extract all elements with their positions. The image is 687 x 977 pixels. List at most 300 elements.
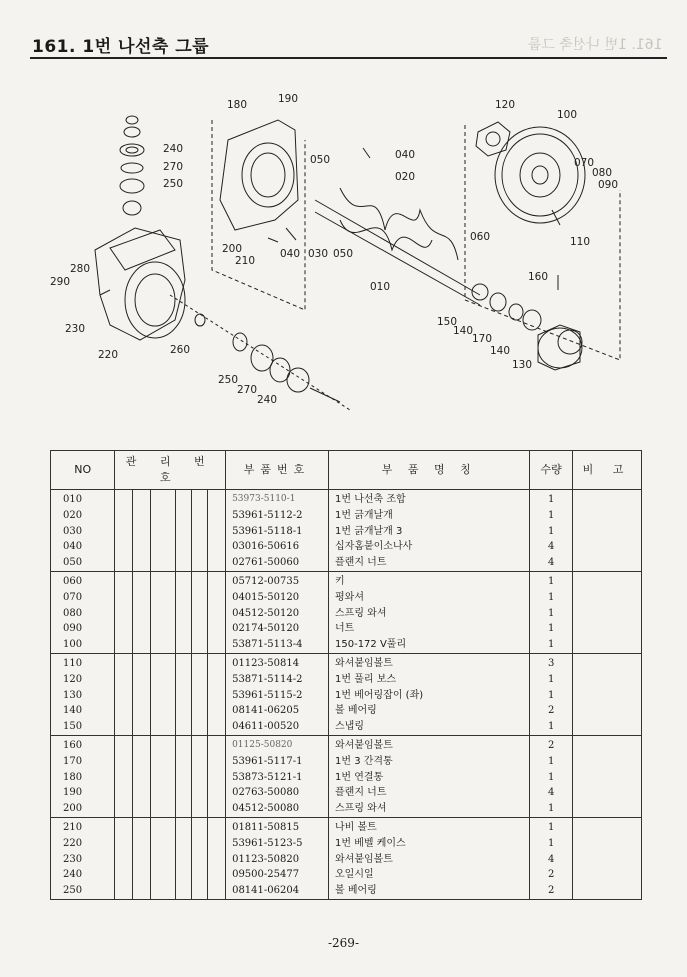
label-140: 140 bbox=[453, 325, 474, 337]
mgmt-cell bbox=[176, 836, 192, 852]
mgmt-cell bbox=[208, 590, 226, 606]
mgmt-cell bbox=[115, 867, 133, 883]
mgmt-cell bbox=[176, 817, 192, 835]
mgmt-cell bbox=[133, 524, 151, 540]
row-no: 140 bbox=[51, 703, 115, 719]
mgmt-cell bbox=[176, 719, 192, 735]
table-row bbox=[51, 621, 642, 637]
header-mgmt-no: 관 리 번 호 bbox=[115, 451, 226, 490]
mgmt-cell bbox=[115, 852, 133, 868]
row-qty: 2 bbox=[530, 703, 572, 719]
row-part-no: 03016-50616 bbox=[226, 539, 329, 555]
mgmt-cell bbox=[151, 754, 176, 770]
mgmt-cell bbox=[115, 508, 133, 524]
mgmt-cell bbox=[208, 637, 226, 653]
row-no: 230 bbox=[51, 852, 115, 868]
mgmt-cell bbox=[176, 785, 192, 801]
label-240: 240 bbox=[163, 143, 184, 155]
table-row bbox=[51, 801, 642, 817]
row-part-name: 키 bbox=[329, 571, 530, 589]
mgmt-cell bbox=[176, 688, 192, 704]
row-part-name: 1번 베벨 케이스 bbox=[329, 836, 530, 852]
row-no: 100 bbox=[51, 637, 115, 653]
parts-table bbox=[50, 450, 642, 900]
mgmt-cell bbox=[208, 867, 226, 883]
row-qty: 1 bbox=[530, 801, 572, 817]
label-110: 110 bbox=[570, 236, 591, 248]
mgmt-cell bbox=[115, 653, 133, 671]
label-250b: 250 bbox=[218, 374, 239, 386]
row-no: 190 bbox=[51, 785, 115, 801]
mgmt-cell bbox=[151, 555, 176, 571]
row-part-name: 1번 긁개날개 3 bbox=[329, 524, 530, 540]
label-020: 020 bbox=[395, 171, 416, 183]
mgmt-cell bbox=[176, 883, 192, 899]
table-row bbox=[51, 785, 642, 801]
label-080: 080 bbox=[592, 167, 613, 179]
mgmt-cell bbox=[133, 719, 151, 735]
row-part-no: 04512-50080 bbox=[226, 801, 329, 817]
row-remark bbox=[572, 524, 641, 540]
parts-table-header bbox=[51, 451, 642, 490]
row-no: 180 bbox=[51, 770, 115, 786]
row-part-name: 150-172 V풀리 bbox=[329, 637, 530, 653]
mgmt-cell bbox=[176, 621, 192, 637]
mgmt-cell bbox=[151, 508, 176, 524]
exploded-parts-diagram bbox=[40, 80, 660, 425]
row-part-name: 1번 풀리 보스 bbox=[329, 672, 530, 688]
table-row bbox=[51, 883, 642, 899]
mgmt-cell bbox=[133, 606, 151, 622]
table-row bbox=[51, 508, 642, 524]
mgmt-cell bbox=[192, 754, 208, 770]
mgmt-cell bbox=[115, 688, 133, 704]
mgmt-cell bbox=[208, 754, 226, 770]
label-240b: 240 bbox=[257, 394, 278, 406]
mgmt-cell bbox=[192, 770, 208, 786]
label-270b: 270 bbox=[237, 384, 258, 396]
mgmt-cell bbox=[151, 836, 176, 852]
row-part-name: 스냅링 bbox=[329, 719, 530, 735]
row-remark bbox=[572, 770, 641, 786]
row-remark bbox=[572, 490, 641, 508]
label-130: 130 bbox=[512, 359, 533, 371]
mgmt-cell bbox=[176, 653, 192, 671]
label-270: 270 bbox=[163, 161, 184, 173]
header-part-no: 부품번호 bbox=[226, 451, 329, 490]
mgmt-cell bbox=[176, 852, 192, 868]
row-qty: 1 bbox=[530, 688, 572, 704]
row-part-name: 플랜지 너트 bbox=[329, 555, 530, 571]
row-part-name: 와셔붙임볼트 bbox=[329, 852, 530, 868]
row-part-no: 53961-5115-2 bbox=[226, 688, 329, 704]
label-040: 040 bbox=[395, 149, 416, 161]
row-part-no: 08141-06204 bbox=[226, 883, 329, 899]
row-part-no: 02763-50080 bbox=[226, 785, 329, 801]
row-part-no: 02761-50060 bbox=[226, 555, 329, 571]
label-100: 100 bbox=[557, 109, 578, 121]
row-remark bbox=[572, 637, 641, 653]
mgmt-cell bbox=[151, 719, 176, 735]
mgmt-cell bbox=[115, 672, 133, 688]
mgmt-cell bbox=[151, 490, 176, 508]
table-row bbox=[51, 852, 642, 868]
row-qty: 1 bbox=[530, 672, 572, 688]
label-010: 010 bbox=[370, 281, 391, 293]
header-remark: 비 고 bbox=[572, 451, 641, 490]
mgmt-cell bbox=[192, 852, 208, 868]
mgmt-cell bbox=[133, 621, 151, 637]
mgmt-cell bbox=[192, 867, 208, 883]
mgmt-cell bbox=[133, 785, 151, 801]
mgmt-cell bbox=[208, 817, 226, 835]
row-qty: 1 bbox=[530, 490, 572, 508]
row-no: 090 bbox=[51, 621, 115, 637]
mgmt-cell bbox=[208, 688, 226, 704]
row-qty: 4 bbox=[530, 539, 572, 555]
row-remark bbox=[572, 621, 641, 637]
mgmt-cell bbox=[208, 883, 226, 899]
mgmt-cell bbox=[151, 770, 176, 786]
row-qty: 4 bbox=[530, 555, 572, 571]
mgmt-cell bbox=[208, 571, 226, 589]
mgmt-cell bbox=[151, 883, 176, 899]
mgmt-cell bbox=[133, 571, 151, 589]
row-remark bbox=[572, 883, 641, 899]
row-no: 010 bbox=[51, 490, 115, 508]
row-part-name: 와셔붙임볼트 bbox=[329, 653, 530, 671]
row-qty: 1 bbox=[530, 508, 572, 524]
row-qty: 1 bbox=[530, 817, 572, 835]
table-row bbox=[51, 637, 642, 653]
header-qty: 수량 bbox=[530, 451, 572, 490]
row-qty: 1 bbox=[530, 637, 572, 653]
mgmt-cell bbox=[208, 653, 226, 671]
row-remark bbox=[572, 801, 641, 817]
row-qty: 2 bbox=[530, 735, 572, 753]
row-no: 170 bbox=[51, 754, 115, 770]
label-180: 180 bbox=[227, 99, 248, 111]
row-no: 060 bbox=[51, 571, 115, 589]
row-qty: 1 bbox=[530, 754, 572, 770]
table-row bbox=[51, 606, 642, 622]
table-row bbox=[51, 653, 642, 671]
table-row bbox=[51, 571, 642, 589]
mgmt-cell bbox=[192, 735, 208, 753]
mgmt-cell bbox=[208, 719, 226, 735]
row-part-name: 와셔붙임볼트 bbox=[329, 735, 530, 753]
mgmt-cell bbox=[176, 606, 192, 622]
mgmt-cell bbox=[176, 637, 192, 653]
row-part-no: 53961-5112-2 bbox=[226, 508, 329, 524]
row-qty: 3 bbox=[530, 653, 572, 671]
mgmt-cell bbox=[192, 621, 208, 637]
mgmt-cell bbox=[192, 883, 208, 899]
mgmt-cell bbox=[176, 770, 192, 786]
row-part-name: 플랜지 너트 bbox=[329, 785, 530, 801]
mgmt-cell bbox=[115, 801, 133, 817]
row-no: 240 bbox=[51, 867, 115, 883]
mgmt-cell bbox=[208, 672, 226, 688]
mgmt-cell bbox=[115, 735, 133, 753]
mgmt-cell bbox=[133, 801, 151, 817]
row-qty: 1 bbox=[530, 524, 572, 540]
mgmt-cell bbox=[151, 590, 176, 606]
mgmt-cell bbox=[192, 555, 208, 571]
label-280: 280 bbox=[70, 263, 91, 275]
mgmt-cell bbox=[192, 606, 208, 622]
mgmt-cell bbox=[151, 653, 176, 671]
row-part-name: 스프링 와셔 bbox=[329, 801, 530, 817]
mgmt-cell bbox=[208, 606, 226, 622]
label-120: 120 bbox=[495, 99, 516, 111]
mgmt-cell bbox=[115, 785, 133, 801]
mgmt-cell bbox=[133, 637, 151, 653]
mgmt-cell bbox=[151, 817, 176, 835]
mgmt-cell bbox=[208, 703, 226, 719]
row-part-name: 오일시일 bbox=[329, 867, 530, 883]
row-qty: 2 bbox=[530, 867, 572, 883]
label-200: 200 bbox=[222, 243, 243, 255]
row-remark bbox=[572, 688, 641, 704]
mgmt-cell bbox=[192, 703, 208, 719]
row-no: 130 bbox=[51, 688, 115, 704]
mgmt-cell bbox=[176, 867, 192, 883]
label-190: 190 bbox=[278, 93, 299, 105]
mgmt-cell bbox=[151, 785, 176, 801]
label-160: 160 bbox=[528, 271, 549, 283]
table-row bbox=[51, 867, 642, 883]
row-part-no: 04611-00520 bbox=[226, 719, 329, 735]
mgmt-cell bbox=[115, 754, 133, 770]
row-part-no: 01123-50814 bbox=[226, 653, 329, 671]
row-qty: 4 bbox=[530, 852, 572, 868]
mgmt-cell bbox=[176, 490, 192, 508]
mgmt-cell bbox=[176, 703, 192, 719]
row-no: 150 bbox=[51, 719, 115, 735]
row-part-no: 53873-5121-1 bbox=[226, 770, 329, 786]
row-remark bbox=[572, 754, 641, 770]
row-part-no: 53871-5114-2 bbox=[226, 672, 329, 688]
page-title: 161. 1번 나선축 그룹 bbox=[32, 37, 210, 57]
row-part-name: 1번 긁개날개 bbox=[329, 508, 530, 524]
mgmt-cell bbox=[208, 539, 226, 555]
row-no: 080 bbox=[51, 606, 115, 622]
row-part-no: 53871-5113-4 bbox=[226, 637, 329, 653]
mgmt-cell bbox=[208, 852, 226, 868]
label-030: 030 bbox=[308, 248, 329, 260]
mgmt-cell bbox=[133, 653, 151, 671]
mgmt-cell bbox=[115, 555, 133, 571]
row-part-no: 04015-50120 bbox=[226, 590, 329, 606]
label-050b: 050 bbox=[333, 248, 354, 260]
mgmt-cell bbox=[176, 754, 192, 770]
row-qty: 1 bbox=[530, 590, 572, 606]
row-remark bbox=[572, 852, 641, 868]
table-row bbox=[51, 836, 642, 852]
table-row bbox=[51, 490, 642, 508]
mgmt-cell bbox=[115, 637, 133, 653]
row-remark bbox=[572, 539, 641, 555]
mgmt-cell bbox=[115, 621, 133, 637]
row-no: 020 bbox=[51, 508, 115, 524]
mgmt-cell bbox=[176, 590, 192, 606]
label-150: 150 bbox=[437, 316, 458, 328]
table-row bbox=[51, 555, 642, 571]
row-remark bbox=[572, 590, 641, 606]
row-remark bbox=[572, 606, 641, 622]
mgmt-cell bbox=[151, 672, 176, 688]
row-qty: 1 bbox=[530, 770, 572, 786]
mgmt-cell bbox=[192, 672, 208, 688]
row-qty: 4 bbox=[530, 785, 572, 801]
label-250: 250 bbox=[163, 178, 184, 190]
row-part-no: 53961-5118-1 bbox=[226, 524, 329, 540]
row-no: 200 bbox=[51, 801, 115, 817]
row-part-name: 볼 베어링 bbox=[329, 883, 530, 899]
mgmt-cell bbox=[115, 571, 133, 589]
mgmt-cell bbox=[176, 735, 192, 753]
mgmt-cell bbox=[133, 867, 151, 883]
mgmt-cell bbox=[192, 653, 208, 671]
callout-labels bbox=[50, 93, 618, 406]
row-remark bbox=[572, 836, 641, 852]
row-part-no: 01811-50815 bbox=[226, 817, 329, 835]
row-no: 040 bbox=[51, 539, 115, 555]
table-row bbox=[51, 590, 642, 606]
diagram-svg bbox=[40, 80, 660, 425]
label-090: 090 bbox=[598, 179, 619, 191]
row-remark bbox=[572, 817, 641, 835]
mgmt-cell bbox=[115, 539, 133, 555]
mgmt-cell bbox=[192, 590, 208, 606]
row-part-name: 너트 bbox=[329, 621, 530, 637]
mgmt-cell bbox=[176, 539, 192, 555]
mgmt-cell bbox=[208, 621, 226, 637]
mgmt-cell bbox=[208, 508, 226, 524]
mgmt-cell bbox=[115, 817, 133, 835]
table-row bbox=[51, 539, 642, 555]
label-040b: 040 bbox=[280, 248, 301, 260]
mgmt-cell bbox=[133, 672, 151, 688]
mgmt-cell bbox=[176, 672, 192, 688]
row-remark bbox=[572, 719, 641, 735]
label-220: 220 bbox=[98, 349, 119, 361]
mgmt-cell bbox=[151, 688, 176, 704]
row-part-no: 08141-06205 bbox=[226, 703, 329, 719]
mgmt-cell bbox=[133, 770, 151, 786]
row-part-no: 05712-00735 bbox=[226, 571, 329, 589]
mgmt-cell bbox=[151, 801, 176, 817]
row-no: 050 bbox=[51, 555, 115, 571]
mgmt-cell bbox=[208, 770, 226, 786]
label-210: 210 bbox=[235, 255, 256, 267]
row-part-no: 53973-5110-1 bbox=[226, 490, 329, 508]
row-part-name: 1번 3 간격통 bbox=[329, 754, 530, 770]
bleed-through-title: 161. 1번 나선축 그룹 bbox=[528, 37, 663, 53]
table-row bbox=[51, 754, 642, 770]
row-part-name: 십자홈붙이소나사 bbox=[329, 539, 530, 555]
row-part-name: 스프링 와셔 bbox=[329, 606, 530, 622]
row-remark bbox=[572, 867, 641, 883]
table-row bbox=[51, 688, 642, 704]
mgmt-cell bbox=[192, 524, 208, 540]
row-part-no: 53961-5117-1 bbox=[226, 754, 329, 770]
mgmt-cell bbox=[133, 735, 151, 753]
table-row bbox=[51, 770, 642, 786]
mgmt-cell bbox=[133, 688, 151, 704]
row-qty: 1 bbox=[530, 571, 572, 589]
label-230: 230 bbox=[65, 323, 86, 335]
mgmt-cell bbox=[115, 606, 133, 622]
label-290: 290 bbox=[50, 276, 71, 288]
header-no: NO bbox=[51, 451, 115, 490]
table-row bbox=[51, 719, 642, 735]
label-260: 260 bbox=[170, 344, 191, 356]
mgmt-cell bbox=[192, 817, 208, 835]
row-remark bbox=[572, 672, 641, 688]
row-part-no: 01125-50820 bbox=[226, 735, 329, 753]
mgmt-cell bbox=[115, 590, 133, 606]
mgmt-cell bbox=[192, 801, 208, 817]
mgmt-cell bbox=[192, 688, 208, 704]
page-number: -269- bbox=[327, 936, 359, 950]
row-part-name: 나비 볼트 bbox=[329, 817, 530, 835]
mgmt-cell bbox=[133, 754, 151, 770]
mgmt-cell bbox=[133, 817, 151, 835]
mgmt-cell bbox=[176, 524, 192, 540]
row-remark bbox=[572, 703, 641, 719]
row-qty: 2 bbox=[530, 883, 572, 899]
label-050: 050 bbox=[310, 154, 331, 166]
mgmt-cell bbox=[208, 801, 226, 817]
table-row bbox=[51, 672, 642, 688]
row-part-no: 53961-5123-5 bbox=[226, 836, 329, 852]
mgmt-cell bbox=[208, 735, 226, 753]
row-no: 160 bbox=[51, 735, 115, 753]
mgmt-cell bbox=[133, 508, 151, 524]
row-qty: 1 bbox=[530, 719, 572, 735]
row-remark bbox=[572, 735, 641, 753]
row-remark bbox=[572, 653, 641, 671]
mgmt-cell bbox=[192, 719, 208, 735]
mgmt-cell bbox=[208, 836, 226, 852]
row-part-name: 볼 베어링 bbox=[329, 703, 530, 719]
mgmt-cell bbox=[133, 590, 151, 606]
row-no: 250 bbox=[51, 883, 115, 899]
mgmt-cell bbox=[133, 539, 151, 555]
row-remark bbox=[572, 785, 641, 801]
mgmt-cell bbox=[192, 785, 208, 801]
row-part-name: 1번 나선축 조합 bbox=[329, 490, 530, 508]
mgmt-cell bbox=[133, 883, 151, 899]
mgmt-cell bbox=[192, 637, 208, 653]
mgmt-cell bbox=[192, 490, 208, 508]
row-remark bbox=[572, 571, 641, 589]
mgmt-cell bbox=[151, 637, 176, 653]
mgmt-cell bbox=[133, 555, 151, 571]
mgmt-cell bbox=[151, 703, 176, 719]
row-no: 210 bbox=[51, 817, 115, 835]
mgmt-cell bbox=[151, 571, 176, 589]
mgmt-cell bbox=[192, 836, 208, 852]
mgmt-cell bbox=[115, 883, 133, 899]
mgmt-cell bbox=[208, 524, 226, 540]
label-060: 060 bbox=[470, 231, 491, 243]
label-070: 070 bbox=[574, 157, 595, 169]
row-no: 220 bbox=[51, 836, 115, 852]
mgmt-cell bbox=[115, 836, 133, 852]
